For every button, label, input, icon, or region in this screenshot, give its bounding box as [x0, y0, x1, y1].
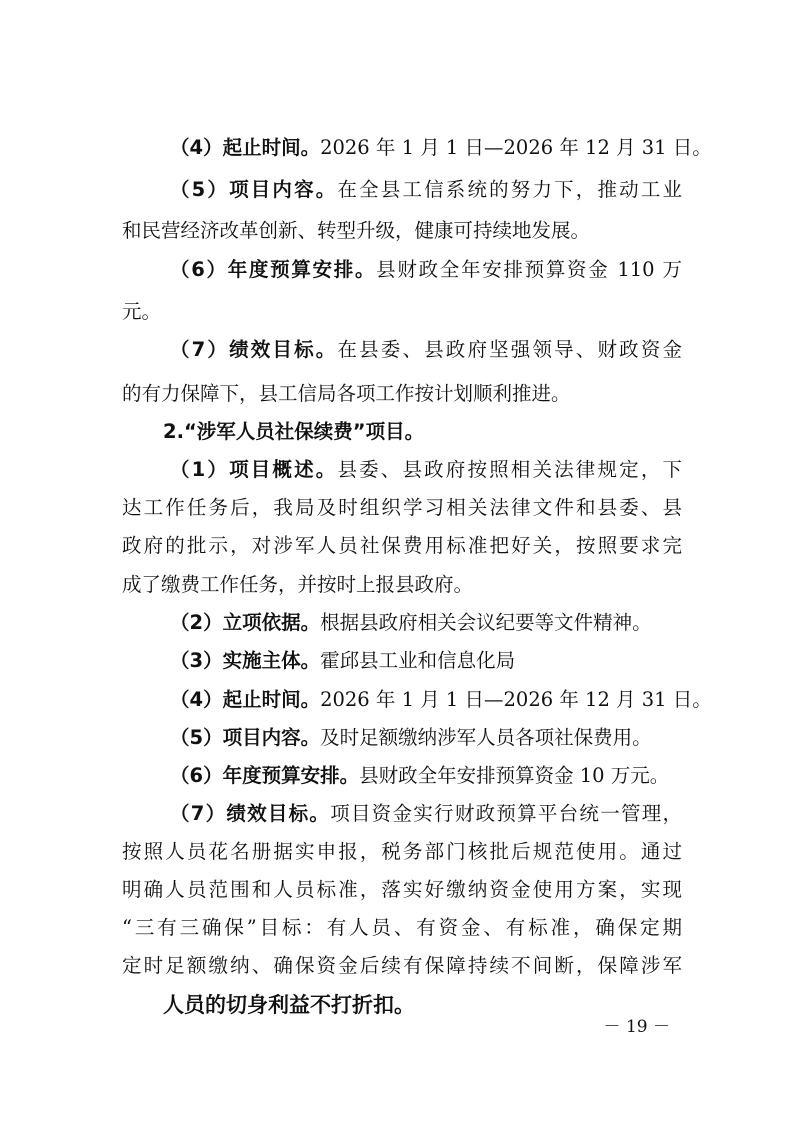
section-heading: 2.“涉军人员社保续费”项目。	[163, 420, 425, 443]
paragraph-line	[170, 170, 682, 210]
item-label: （4）起止时间。	[170, 136, 321, 159]
paragraph-line	[122, 374, 682, 414]
paragraph-line	[170, 603, 682, 643]
paragraph-line	[170, 250, 682, 290]
paragraph-line	[122, 832, 682, 872]
page-number: － 19 －	[603, 1017, 670, 1037]
paragraph-line	[170, 756, 682, 796]
paragraph-line	[122, 946, 682, 986]
paragraph-line	[170, 330, 682, 370]
item-label: （5）项目内容。	[170, 726, 321, 749]
paragraph-line	[170, 450, 682, 490]
item-text: 人员的切身利益不打折扣。	[163, 993, 415, 1017]
paragraph-line	[170, 680, 712, 720]
item-text: 明确人员范围和人员标准，落实好缴纳资金使用方案，实现	[122, 878, 682, 901]
paragraph-line	[122, 870, 682, 910]
item-text: 达工作任务后，我局及时组织学习相关法律文件和县委、县	[122, 496, 682, 519]
paragraph-line	[122, 211, 682, 251]
paragraph-line	[170, 794, 682, 834]
paragraph-line	[122, 526, 682, 566]
item-text: 定时足额缴纳、确保资金后续有保障持续不间断，保障涉军	[122, 954, 682, 977]
item-text: 2026 年 1 月 1 日—2026 年 12 月 31 日。	[320, 688, 712, 711]
item-text: 元。	[122, 300, 162, 323]
item-label: （3）实施主体。	[170, 649, 321, 672]
item-text: 2026 年 1 月 1 日—2026 年 12 月 31 日。	[320, 136, 712, 159]
paragraph-line	[122, 565, 682, 605]
item-label: （1）项目概述。	[170, 458, 338, 481]
item-label: （4）起止时间。	[170, 688, 321, 711]
item-text: 成了缴费工作任务，并按时上报县政府。	[122, 573, 474, 596]
item-text: 霍邱县工业和信息化局	[320, 649, 516, 672]
item-label: （6）年度预算安排。	[170, 258, 377, 281]
item-text: 在县委、县政府坚强领导、财政资金	[337, 338, 682, 361]
paragraph-line	[122, 488, 682, 528]
item-text: 政府的批示，对涉军人员社保费用标准把好关，按照要求完	[122, 534, 682, 557]
item-text: “三有三确保”目标：有人员、有资金、有标准，确保定期	[122, 916, 682, 939]
item-label: （6）年度预算安排。	[170, 764, 360, 787]
item-label: （2）立项依据。	[170, 611, 321, 634]
item-label: （5）项目内容。	[170, 178, 338, 201]
paragraph-line	[170, 641, 682, 681]
item-text: 的有力保障下，县工信局各项工作按计划顺利推进。	[122, 382, 571, 405]
item-label: （7）绩效目标。	[170, 338, 338, 361]
paragraph-line	[170, 128, 712, 168]
item-label: （7）绩效目标。	[170, 802, 331, 825]
item-text: 县委、县政府按照相关法律规定，下	[337, 458, 682, 481]
item-text: 在全县工信系统的努力下，推动工业	[337, 178, 682, 201]
paragraph-line	[170, 718, 682, 758]
item-text: 按照人员花名册据实申报，税务部门核批后规范使用。通过	[122, 840, 682, 863]
item-text: 和民营经济改革创新、转型升级，健康可持续地发展。	[122, 219, 591, 242]
paragraph-line	[122, 292, 682, 332]
item-text: 及时足额缴纳涉军人员各项社保费用。	[320, 726, 652, 749]
item-text: 项目资金实行财政预算平台统一管理，	[330, 802, 682, 825]
item-text: 根据县政府相关会议纪要等文件精神。	[320, 611, 652, 634]
item-text: 县财政全年安排预算资金 110 万	[376, 258, 682, 281]
item-text: 县财政全年安排预算资金 10 万元。	[359, 764, 670, 787]
paragraph-line	[122, 908, 682, 948]
